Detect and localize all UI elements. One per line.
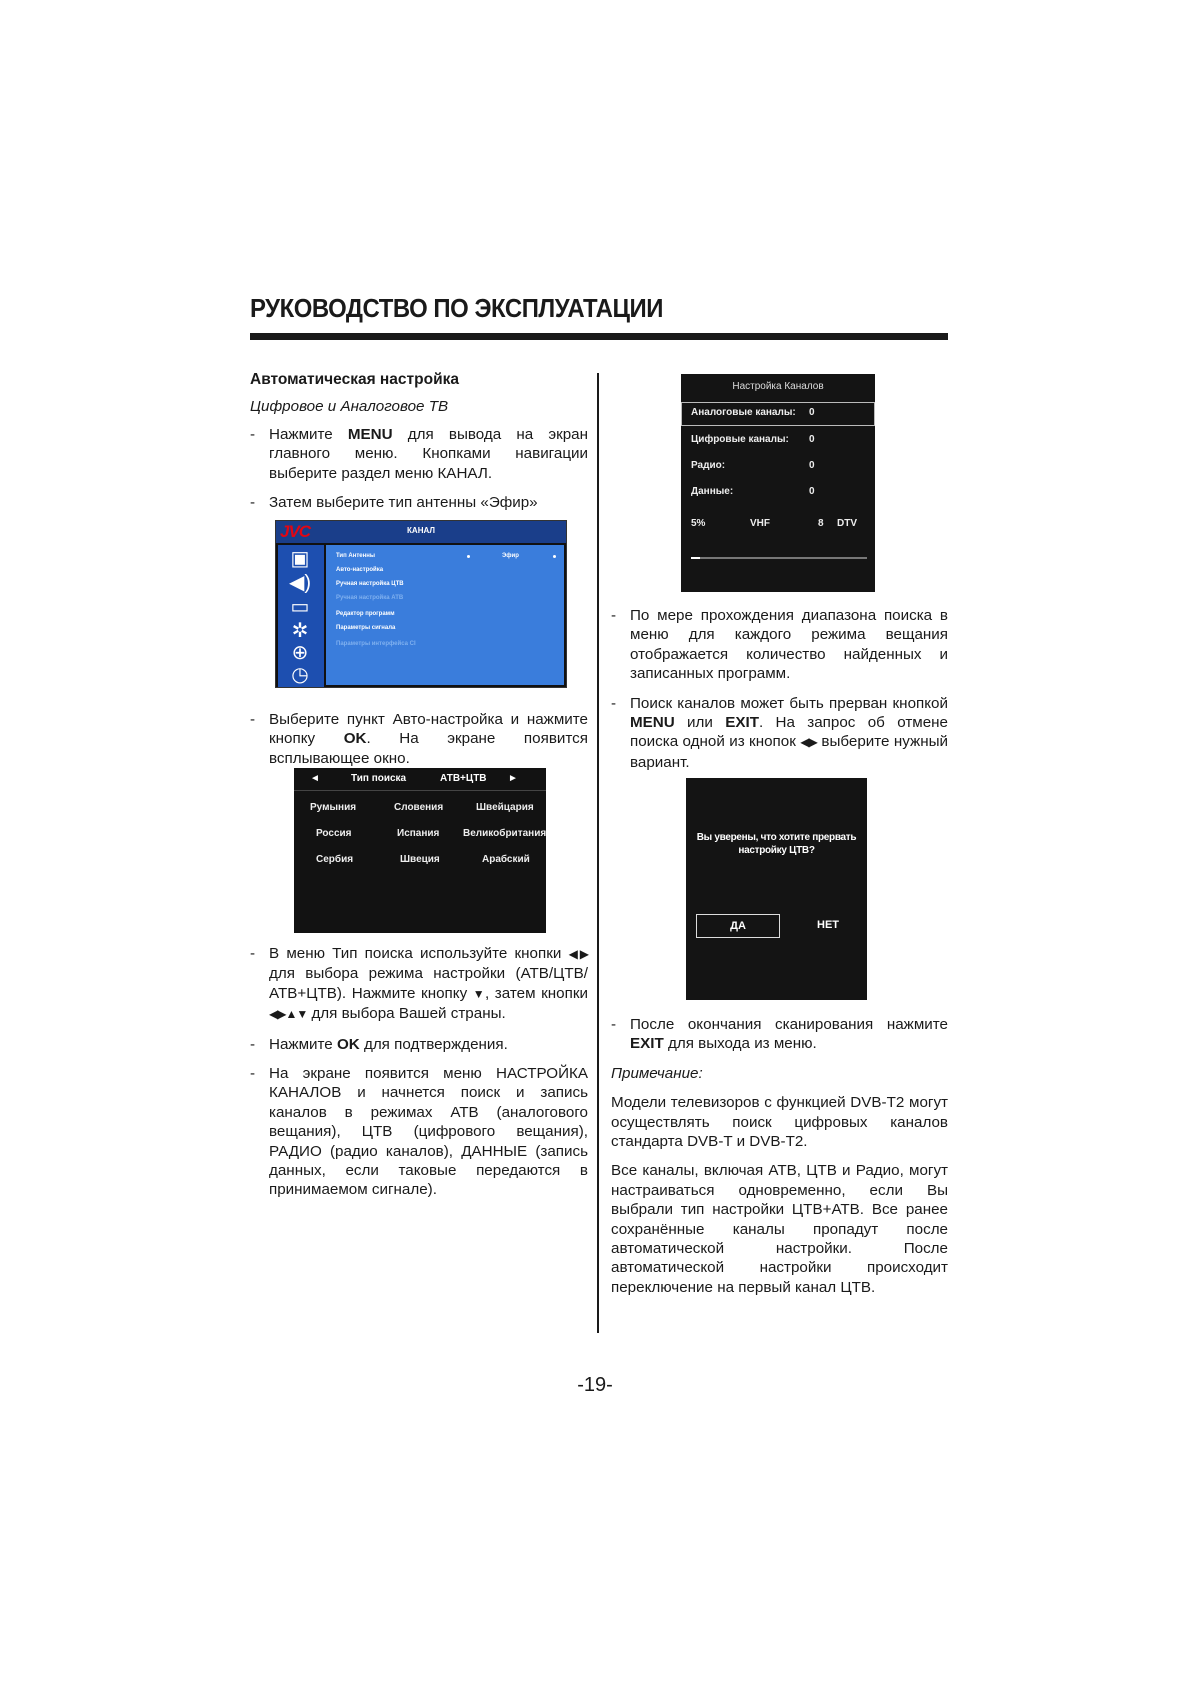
country-option[interactable]: Сербия — [316, 854, 354, 865]
note-dvb-t2: Модели телевизоров с функцией DVB-T2 могут осуществлять поиск цифровых каналов стандарта DVB-T и DVB-T2. — [611, 1094, 948, 1151]
radio-label: Радио: — [691, 460, 726, 471]
arrows-lr-icon: ◀▶ — [568, 947, 588, 961]
menu-item-manual-atv: Ручная настройка АТВ — [336, 595, 404, 601]
scan-exit-description: - После окончания сканирования нажмите EXIT для выхода из меню. — [611, 1015, 948, 1054]
country-option[interactable]: Швеция — [400, 854, 440, 865]
section-title: Автоматическая настройка — [250, 371, 459, 388]
menu-item-program-editor[interactable]: Редактор программ — [336, 611, 395, 617]
analog-count: 0 — [809, 407, 815, 418]
selector-dot-icon — [467, 555, 470, 558]
left-column — [250, 370, 588, 522]
page-header — [250, 293, 948, 324]
scan-progress-description: - По мере прохождения диапазона поиска в меню для каждого режима вещания отображается количество найденных и записанных программ. — [611, 606, 948, 684]
analog-label: Аналоговые каналы: — [691, 407, 796, 418]
country-option[interactable]: Россия — [316, 828, 352, 839]
menu-item-ci-params: Параметры интерфейса CI — [336, 641, 416, 647]
confirm-no-button[interactable]: НЕТ — [817, 919, 839, 931]
scan-progress-fill — [691, 557, 700, 559]
confirm-question: Вы уверены, что хотите прервать настройку ЦТВ? — [696, 832, 857, 856]
digital-count: 0 — [809, 434, 815, 445]
picture-icon: ▣ — [290, 548, 310, 570]
arrow-down-icon: ▼ — [472, 986, 485, 1001]
antenna-value: Эфир — [502, 553, 519, 559]
menu-item-manual-dtv[interactable]: Ручная настройка ЦТВ — [336, 581, 404, 587]
digital-label: Цифровые каналы: — [691, 434, 789, 445]
header-rule — [250, 333, 948, 340]
menu-item-auto-setup[interactable]: Авто-настройка — [336, 567, 384, 573]
search-type-bar[interactable] — [294, 768, 546, 791]
right-column-top — [611, 606, 948, 782]
scan-cancel-description: - Поиск каналов может быть прерван кнопкой MENU или EXIT. На запрос об отмене поиска одной из кнопок ◀▶ выберите нужный вариант. — [611, 694, 948, 773]
instruction-channel-search: - На экране появится меню НАСТРОЙКА КАНАЛОВ и начнется поиск и запись каналов в режимах АТВ (аналогового вещания), ЦТВ (цифрового вещания), РАДИО (радио каналов), ДАННЫЕ (запись данных, если таковые передаются в принимаемом сигнале). — [250, 1064, 588, 1200]
channel-icon: ▭ — [290, 596, 310, 618]
country-option[interactable]: Испания — [397, 828, 440, 839]
scan-progress-bar — [691, 557, 867, 559]
cancel-confirm-screenshot — [686, 778, 867, 1000]
menu-title: КАНАЛ — [407, 526, 435, 535]
menu-sidebar — [278, 545, 324, 687]
menu-item-signal-params[interactable]: Параметры сигнала — [336, 625, 396, 631]
arrows-lr-icon: ◀▶ — [800, 735, 817, 750]
instruction-confirm: - Нажмите OK для подтверждения. — [250, 1035, 588, 1054]
section-subtitle: Цифровое и Аналоговое ТВ — [250, 398, 449, 416]
channel-setup-title: Настройка Каналов — [732, 381, 824, 392]
country-option[interactable]: Арабский — [482, 854, 530, 865]
arrows-all-icon: ◀▶▲▼ — [269, 1007, 308, 1022]
data-label: Данные: — [691, 486, 734, 497]
scan-mode: DTV — [837, 518, 857, 529]
page-number: -19- — [577, 1374, 613, 1396]
channel-menu-screenshot — [275, 520, 567, 688]
search-type-value: АТВ+ЦТВ — [440, 773, 487, 784]
note-label: Примечание: — [611, 1064, 703, 1082]
channel-setup-screenshot — [681, 374, 875, 592]
instruction-auto-setup: - Выберите пункт Авто-настройка и нажмите кнопку OK. На экране появится всплывающее окно. — [250, 710, 588, 768]
country-option[interactable]: Швейцария — [476, 802, 534, 813]
country-option[interactable]: Великобритания — [463, 828, 547, 839]
right-column-bottom — [611, 1015, 948, 1307]
menu-item-antenna-type[interactable]: Тип Антенны — [336, 553, 376, 559]
instruction-search-type: - В меню Тип поиска используйте кнопки ◀▶ для выбора режима настройки (АТВ/ЦТВ/АТВ+ЦТВ). Нажмите кнопку ▼, затем кнопки ◀▶▲▼ для выбора Вашей страны. — [250, 944, 588, 1025]
search-type-screenshot — [294, 768, 546, 933]
column-divider — [597, 373, 599, 1333]
scan-channel: 8 — [818, 518, 824, 529]
settings-icon: ✲ — [291, 620, 309, 642]
arrow-right-icon[interactable]: ► — [508, 773, 518, 784]
confirm-yes-button[interactable]: ДА — [696, 914, 780, 938]
sound-icon: ◀) — [288, 572, 312, 594]
instruction-menu: - Нажмите MENU для вывода на экран главного меню. Кнопками навигации выберите раздел меню КАНАЛ. — [250, 425, 588, 483]
scan-percent: 5% — [691, 518, 706, 529]
left-column-bottom — [250, 944, 588, 1210]
country-option[interactable]: Румыния — [310, 802, 357, 813]
menu-content — [326, 545, 564, 685]
lock-icon: ⊕ — [291, 642, 309, 664]
data-count: 0 — [809, 486, 815, 497]
scan-band: VHF — [750, 518, 770, 529]
page-title: РУКОВОДСТВО ПО ЭКСПЛУАТАЦИИ — [250, 293, 663, 323]
radio-count: 0 — [809, 460, 815, 471]
country-option[interactable]: Словения — [394, 802, 444, 813]
instruction-antenna: - Затем выберите тип антенны «Эфир» — [250, 493, 588, 512]
timer-icon: ◷ — [291, 664, 309, 686]
note-all-channels: Все каналы, включая АТВ, ЦТВ и Радио, могут настраиваться одновременно, если Вы выбрали тип настройки ЦТВ+АТВ. Все ранее сохранённые каналы пропадут после автоматической настройки. После автоматической настройки происходит переключение на первый канал ЦТВ. — [611, 1162, 948, 1296]
jvc-logo: JVC — [280, 522, 311, 541]
selector-dot-icon — [553, 555, 556, 558]
search-type-label: Тип поиска — [351, 773, 407, 784]
arrow-left-icon[interactable]: ◄ — [310, 773, 320, 784]
